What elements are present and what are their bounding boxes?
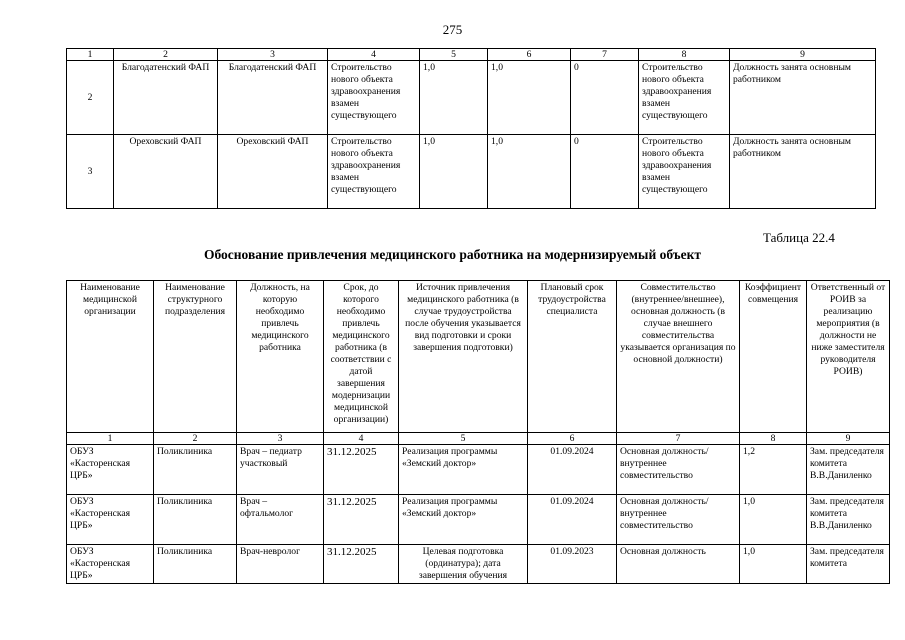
responsible-cell: Зам. председателя комитета В.В.Даниленко xyxy=(807,445,890,495)
org-cell: ОБУЗ «Касторенская ЦРБ» xyxy=(67,545,154,584)
row-number: 3 xyxy=(67,135,114,209)
col-num: 5 xyxy=(420,49,488,61)
unit-cell: Поликлиника xyxy=(154,545,237,584)
col-num: 6 xyxy=(488,49,571,61)
col-num: 1 xyxy=(67,433,154,445)
note-cell: Должность занята основным работником xyxy=(730,135,876,209)
column-number-row xyxy=(67,433,890,445)
col-num: 7 xyxy=(617,433,740,445)
col-num: 6 xyxy=(528,433,617,445)
plan-date-cell: 01.09.2023 xyxy=(528,545,617,584)
header-cell: Совместительство (внутреннее/внешнее), основная должность (в случае внешнего совместительства указывается организация по основной должности) xyxy=(617,281,740,433)
source-cell: Реализация программы «Земский доктор» xyxy=(399,445,528,495)
col-num: 2 xyxy=(154,433,237,445)
value-cell: 1,0 xyxy=(420,135,488,209)
col-num: 4 xyxy=(324,433,399,445)
col-num: 9 xyxy=(807,433,890,445)
coef-cell: 1,0 xyxy=(740,495,807,545)
header-cell: Срок, до которого необходимо привлечь медицинского работника (в соответствии с датой завершения модернизации медицинской организации) xyxy=(324,281,399,433)
table-row xyxy=(67,61,876,135)
coef-cell: 1,0 xyxy=(740,545,807,584)
deadline-cell: 31.12.2025 xyxy=(324,545,399,584)
position-cell: Врач – педиатр участковый xyxy=(237,445,324,495)
header-cell: Источник привлечения медицинского работника (в случае трудоустройства после обучения указывается вид подготовки и сроки завершения подготовки) xyxy=(399,281,528,433)
page-number: 275 xyxy=(442,22,463,37)
col-num: 1 xyxy=(67,49,114,61)
unit-cell: Поликлиника xyxy=(154,495,237,545)
column-number-row xyxy=(67,49,876,61)
deadline-cell: 31.12.2025 xyxy=(324,445,399,495)
plan-date-cell: 01.09.2024 xyxy=(528,445,617,495)
table-row xyxy=(67,445,890,495)
source-cell: Реализация программы «Земский доктор» xyxy=(399,495,528,545)
org-cell: ОБУЗ «Касторенская ЦРБ» xyxy=(67,445,154,495)
work-cell: Строительство нового объекта здравоохранения взамен существующего xyxy=(328,61,420,135)
table-row xyxy=(67,545,890,584)
work-cell: Строительство нового объекта здравоохранения взамен существующего xyxy=(639,135,730,209)
col-num: 3 xyxy=(237,433,324,445)
table-fap-objects xyxy=(66,48,876,209)
org-cell: Ореховский ФАП xyxy=(114,135,218,209)
unit-cell: Благодатенский ФАП xyxy=(218,61,328,135)
source-cell: Целевая подготовка (ординатура); дата завершения обучения xyxy=(399,545,528,584)
org-cell: ОБУЗ «Касторенская ЦРБ» xyxy=(67,495,154,545)
plan-date-cell: 01.09.2024 xyxy=(528,495,617,545)
header-cell: Наименование структурного подразделения xyxy=(154,281,237,433)
header-cell: Коэффициент совмещения xyxy=(740,281,807,433)
table-row xyxy=(67,495,890,545)
table-caption: Таблица 22.4 xyxy=(763,230,835,245)
combination-cell: Основная должность/внутреннее совместительство xyxy=(617,445,740,495)
col-num: 9 xyxy=(730,49,876,61)
header-row xyxy=(67,281,890,433)
col-num: 8 xyxy=(639,49,730,61)
value-cell: 0 xyxy=(571,135,639,209)
table-title: Обоснование привлечения медицинского работника на модернизируемый объект xyxy=(203,247,702,262)
value-cell: 1,0 xyxy=(488,135,571,209)
unit-cell: Поликлиника xyxy=(154,445,237,495)
header-cell: Должность, на которую необходимо привлечь медицинского работника xyxy=(237,281,324,433)
position-cell: Врач-невролог xyxy=(237,545,324,584)
col-num: 8 xyxy=(740,433,807,445)
value-cell: 0 xyxy=(571,61,639,135)
org-cell: Благодатенский ФАП xyxy=(114,61,218,135)
value-cell: 1,0 xyxy=(420,61,488,135)
header-cell: Наименование медицинской организации xyxy=(67,281,154,433)
responsible-cell: Зам. председателя комитета xyxy=(807,545,890,584)
table-row xyxy=(67,135,876,209)
col-num: 2 xyxy=(114,49,218,61)
note-cell: Должность занята основным работником xyxy=(730,61,876,135)
combination-cell: Основная должность xyxy=(617,545,740,584)
row-number: 2 xyxy=(67,61,114,135)
position-cell: Врач – офтальмолог xyxy=(237,495,324,545)
unit-cell: Ореховский ФАП xyxy=(218,135,328,209)
deadline-cell: 31.12.2025 xyxy=(324,495,399,545)
work-cell: Строительство нового объекта здравоохранения взамен существующего xyxy=(328,135,420,209)
coef-cell: 1,2 xyxy=(740,445,807,495)
table-staff-attraction xyxy=(66,280,890,584)
col-num: 5 xyxy=(399,433,528,445)
col-num: 4 xyxy=(328,49,420,61)
col-num: 3 xyxy=(218,49,328,61)
work-cell: Строительство нового объекта здравоохранения взамен существующего xyxy=(639,61,730,135)
combination-cell: Основная должность/внутреннее совместительство xyxy=(617,495,740,545)
col-num: 7 xyxy=(571,49,639,61)
value-cell: 1,0 xyxy=(488,61,571,135)
header-cell: Ответственный от РОИВ за реализацию мероприятия (в должности не ниже заместителя руководителя РОИВ) xyxy=(807,281,890,433)
header-cell: Плановый срок трудоустройства специалиста xyxy=(528,281,617,433)
responsible-cell: Зам. председателя комитета В.В.Даниленко xyxy=(807,495,890,545)
